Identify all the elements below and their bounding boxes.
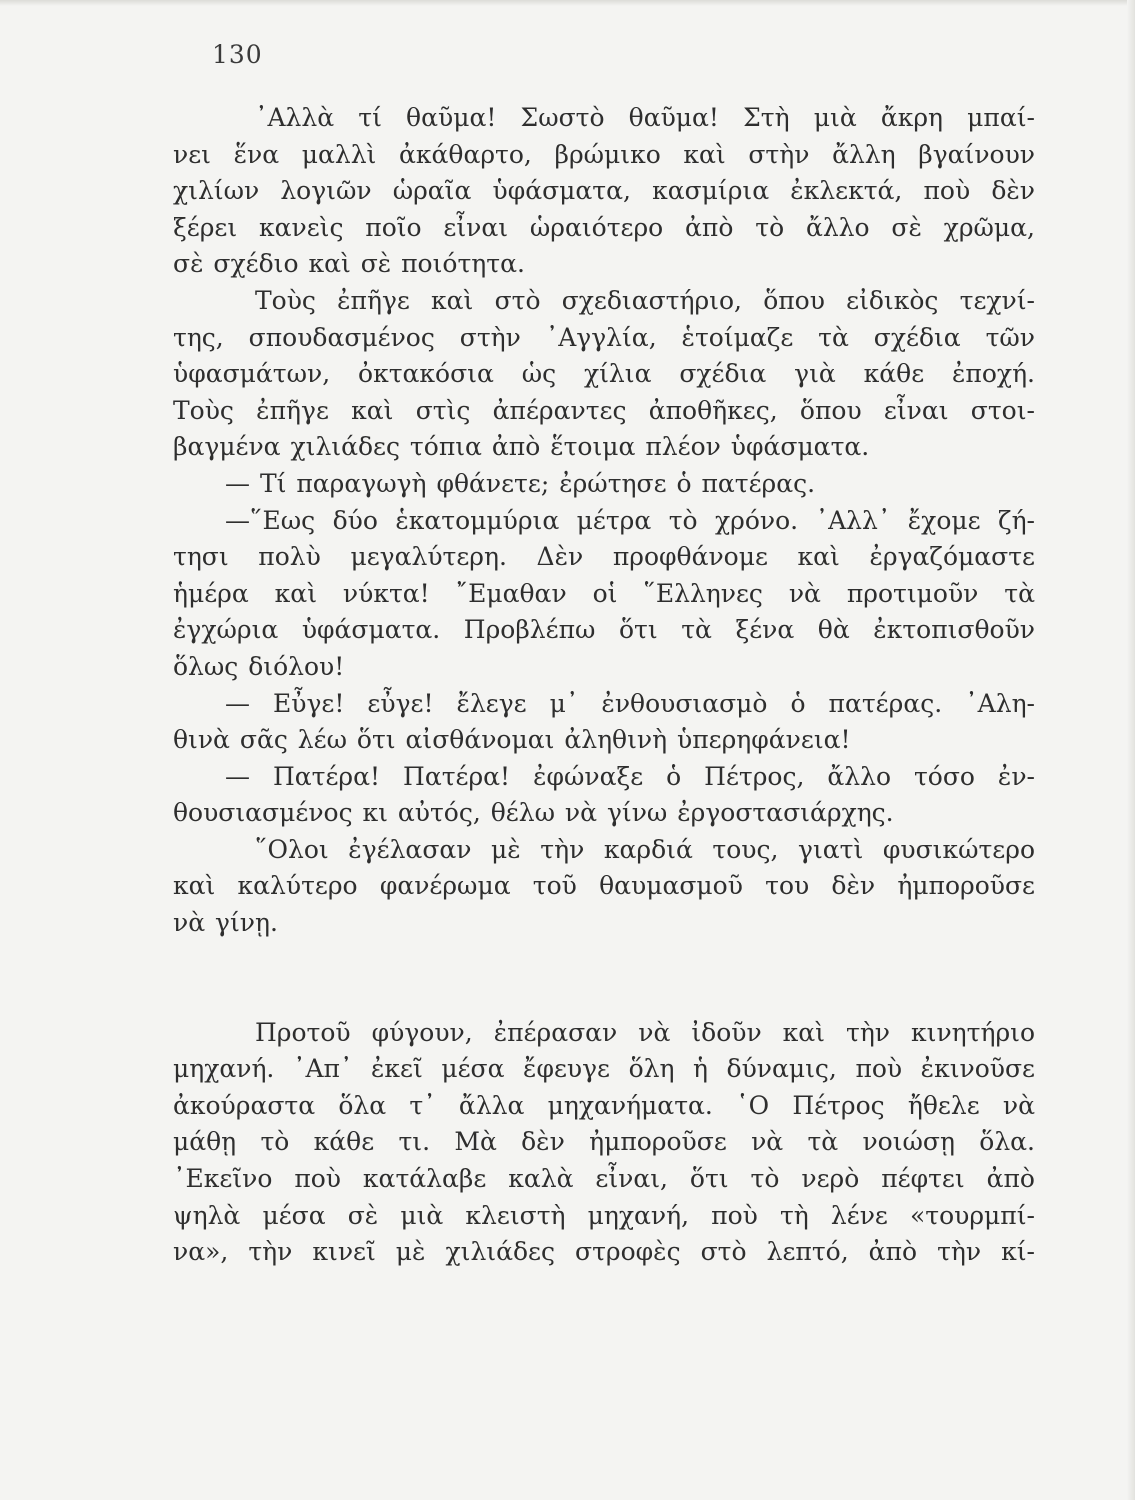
dialogue-line: —῞Εως δύο ἑκατομμύρια μέτρα τὸ χρόνο. ᾿Αλλ᾿ ἔχομε ζή- [225,505,1035,535]
body-text [173,100,1035,1271]
text-line: χιλίων λογιῶν ὡραῖα ὑφάσματα, κασμίρια ἐκλεκτά, ποὺ δὲν [173,176,1035,206]
text-line: ᾿Εκεῖνο ποὺ κατάλαβε καλὰ εἶναι, ὅτι τὸ νερὸ πέφτει ἀπὸ [173,1164,1035,1194]
text-line: ὑφασμάτων, ὀκτακόσια ὡς χίλια σχέδια γιὰ κάθε ἐποχή. [173,359,1035,389]
dialogue-line: — Εὖγε! εὖγε! ἔλεγε μ᾿ ἐνθουσιασμὸ ὁ πατέρας. ᾿Αλη- [225,688,1035,718]
page-edge-right [1127,0,1135,1500]
dialogue-line: — Τί παραγωγὴ φθάνετε; ἐρώτησε ὁ πατέρας. [225,468,816,498]
text-line: ξέρει κανεὶς ποῖο εἶναι ὡραιότερο ἀπὸ τὸ ἄλλο σὲ χρῶμα, [173,212,1035,242]
text-line: ψηλὰ μέσα σὲ μιὰ κλειστὴ μηχανή, ποὺ τὴ λένε «τουρμπί- [173,1200,1035,1230]
page-number: 130 [212,40,263,69]
text-line: νει ἕνα μαλλὶ ἀκάθαρτο, βρώμικο καὶ στὴν ἄλλη βγαίνουν [173,139,1035,169]
text-line: ῞Ολοι ἐγέλασαν μὲ τὴν καρδιά τους, γιατὶ φυσικώτερο [255,834,1035,864]
dialogue-line: — Πατέρα! Πατέρα! ἐφώναξε ὁ Πέτρος, ἄλλο τόσο ἐν- [225,761,1035,791]
text-line: ἡμέρα καὶ νύκτα! ῎Εμαθαν οἱ ῞Ελληνες νὰ προτιμοῦν τὰ [173,578,1035,608]
text-line: ἀκούραστα ὅλα τ᾿ ἄλλα μηχανήματα. ῾Ο Πέτρος ἤθελε νὰ [173,1090,1035,1120]
text-line: Τοὺς ἐπῆγε καὶ στὶς ἀπέραντες ἀποθῆκες, ὅπου εἶναι στοι- [173,395,1035,425]
text-line: ᾿Αλλὰ τί θαῦμα! Σωστὸ θαῦμα! Στὴ μιὰ ἄκρη μπαί- [255,103,1035,132]
text-line: μάθῃ τὸ κάθε τι. Μὰ δὲν ἠμποροῦσε νὰ τὰ νοιώσῃ ὅλα. [173,1127,1035,1157]
text-line: ἐγχώρια ὑφάσματα. Προβλέπω ὅτι τὰ ξένα θὰ ἐκτοπισθοῦν [173,615,1035,645]
text-line: τησι πολὺ μεγαλύτερη. Δὲν προφθάνομε καὶ ἐργαζόμαστε [173,542,1035,572]
text-line: νὰ γίνῃ. [173,908,278,938]
text-line: καὶ καλύτερο φανέρωμα τοῦ θαυμασμοῦ του δὲν ἠμποροῦσε [173,871,1035,901]
text-line: Τοὺς ἐπῆγε καὶ στὸ σχεδιαστήριο, ὅπου εἰδικὸς τεχνί- [255,285,1035,315]
text-line: να», τὴν κινεῖ μὲ χιλιάδες στροφὲς στὸ λεπτό, ἀπὸ τὴν κί- [173,1237,1035,1267]
text-line: θινὰ σᾶς λέω ὅτι αἰσθάνομαι ἀληθινὴ ὑπερηφάνεια! [173,725,851,755]
text-line: Προτοῦ φύγουν, ἐπέρασαν νὰ ἰδοῦν καὶ τὴν κινητήριο [255,1017,1035,1047]
text-line: μηχανή. ᾿Απ᾿ ἐκεῖ μέσα ἔφευγε ὅλη ἡ δύναμις, ποὺ ἐκινοῦσε [173,1054,1035,1084]
section-gap [173,942,1035,1015]
text-line: της, σπουδασμένος στὴν ᾿Αγγλία, ἑτοίμαζε τὰ σχέδια τῶν [173,322,1035,352]
page-edge-top [0,0,1135,6]
text-line: σὲ σχέδιο καὶ σὲ ποιότητα. [173,249,525,279]
text-line: θουσιασμένος κι αὐτός, θέλω νὰ γίνω ἐργοστασιάρχης. [173,798,894,828]
text-line: ὅλως διόλου! [173,651,345,681]
text-line: βαγμένα χιλιάδες τόπια ἀπὸ ἕτοιμα πλέον ὑφάσματα. [173,432,870,462]
